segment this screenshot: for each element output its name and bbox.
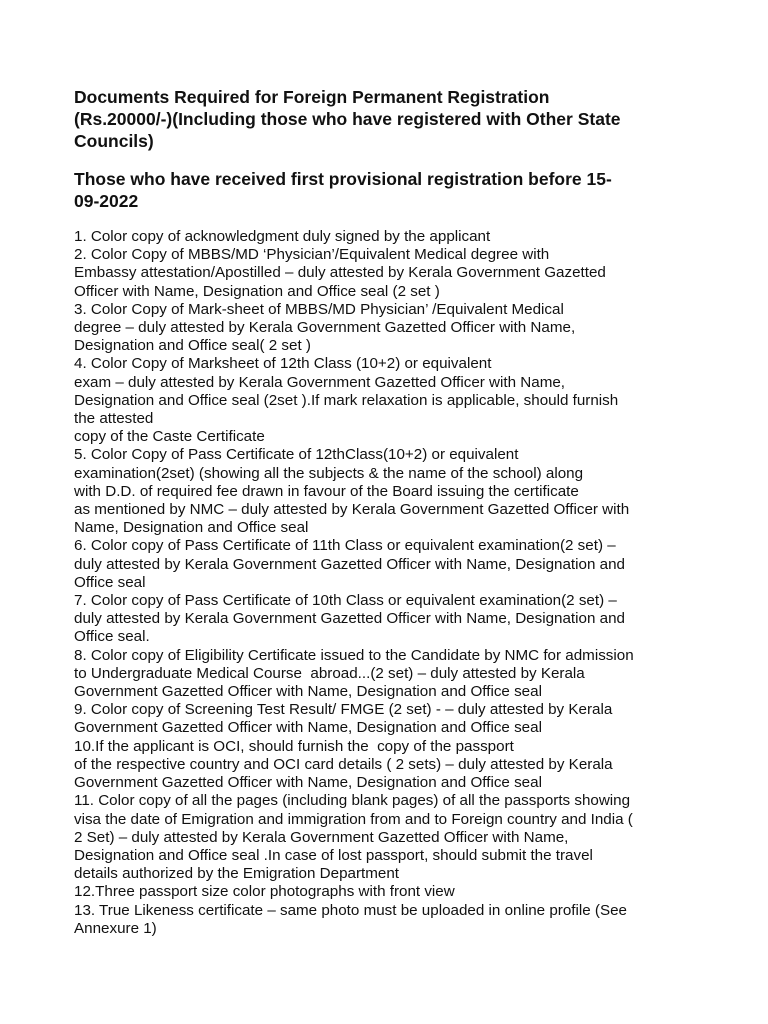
list-item-line: 13. True Likeness certificate – same photo must be uploaded in online profile (See <box>74 901 627 919</box>
list-item <box>74 537 714 592</box>
title-line-3: Councils) <box>74 131 154 151</box>
list-item <box>74 738 714 793</box>
list-item-line: as mentioned by NMC – duly attested by Kerala Government Gazetted Officer with <box>74 501 630 519</box>
title-line-2: (Rs.20000/-)(Including those who have registered with Other State <box>74 109 621 129</box>
list-item-line: Name, Designation and Office seal <box>74 519 309 537</box>
list-item-line: examination(2set) (showing all the subjects & the name of the school) along <box>74 464 584 482</box>
list-item-line: copy of the Caste Certificate <box>74 428 265 446</box>
list-item-line: of the respective country and OCI card details ( 2 sets) – duly attested by Kerala <box>74 755 613 773</box>
title-line-1: Documents Required for Foreign Permanent Registration <box>74 87 550 107</box>
list-item-line: Designation and Office seal (2set ).If mark relaxation is applicable, should furnish <box>74 391 619 409</box>
list-item <box>74 701 714 737</box>
list-item-line: visa the date of Emigration and immigration from and to Foreign country and India ( <box>74 810 633 828</box>
list-item-line: Government Gazetted Officer with Name, Designation and Office seal <box>74 683 542 701</box>
document-subtitle <box>74 168 714 212</box>
list-item-line: 11. Color copy of all the pages (including blank pages) of all the passports showing <box>74 792 631 810</box>
list-item-line: Embassy attestation/Apostilled – duly attested by Kerala Government Gazetted <box>74 264 606 282</box>
document-page <box>74 86 714 938</box>
list-item-line: to Undergraduate Medical Course abroad...(2 set) – duly attested by Kerala <box>74 664 585 682</box>
list-item-line: details authorized by the Emigration Department <box>74 865 400 883</box>
requirements-list <box>74 228 714 938</box>
list-item-line: 9. Color copy of Screening Test Result/ FMGE (2 set) - – duly attested by Kerala <box>74 701 613 719</box>
list-item-line: degree – duly attested by Kerala Government Gazetted Officer with Name, <box>74 319 576 337</box>
subtitle-line-2: 09-2022 <box>74 191 139 211</box>
list-item-line: Office seal <box>74 573 146 591</box>
list-item-line: 6. Color copy of Pass Certificate of 11th Class or equivalent examination(2 set) – <box>74 537 616 555</box>
list-item-line: 10.If the applicant is OCI, should furnish the copy of the passport <box>74 737 514 755</box>
list-item <box>74 647 714 702</box>
list-item-line: 2. Color Copy of MBBS/MD ‘Physician’/Equivalent Medical degree with <box>74 246 550 264</box>
list-item-line: Office seal. <box>74 628 150 646</box>
document-title <box>74 86 714 152</box>
list-item <box>74 355 714 446</box>
list-item <box>74 228 714 246</box>
list-item-line: Officer with Name, Designation and Office seal (2 set ) <box>74 282 440 300</box>
list-item-line: Annexure 1) <box>74 919 157 937</box>
list-item <box>74 902 714 938</box>
list-item-line: Designation and Office seal .In case of lost passport, should submit the travel <box>74 846 593 864</box>
list-item-line: 12.Three passport size color photographs with front view <box>74 883 455 901</box>
list-item <box>74 883 714 901</box>
list-item-line: 1. Color copy of acknowledgment duly signed by the applicant <box>74 228 491 245</box>
list-item-line: exam – duly attested by Kerala Government Gazetted Officer with Name, <box>74 373 566 391</box>
list-item-line: 3. Color Copy of Mark-sheet of MBBS/MD Physician’ /Equivalent Medical <box>74 300 564 318</box>
list-item <box>74 792 714 883</box>
list-item-line: duly attested by Kerala Government Gazetted Officer with Name, Designation and <box>74 555 625 573</box>
list-item <box>74 446 714 537</box>
list-item-line: 8. Color copy of Eligibility Certificate issued to the Candidate by NMC for admission <box>74 646 634 664</box>
list-item-line: Designation and Office seal( 2 set ) <box>74 337 311 355</box>
list-item <box>74 246 714 301</box>
list-item-line: Government Gazetted Officer with Name, Designation and Office seal <box>74 719 542 737</box>
list-item-line: 7. Color copy of Pass Certificate of 10th Class or equivalent examination(2 set) – <box>74 592 617 610</box>
subtitle-line-1: Those who have received first provisional registration before 15- <box>74 169 612 189</box>
list-item-line: duly attested by Kerala Government Gazetted Officer with Name, Designation and <box>74 610 625 628</box>
list-item-line: the attested <box>74 410 154 428</box>
list-item-line: 5. Color Copy of Pass Certificate of 12thClass(10+2) or equivalent <box>74 446 519 464</box>
list-item <box>74 301 714 356</box>
list-item-line: Government Gazetted Officer with Name, Designation and Office seal <box>74 774 542 792</box>
list-item-line: with D.D. of required fee drawn in favour of the Board issuing the certificate <box>74 482 579 500</box>
list-item-line: 4. Color Copy of Marksheet of 12th Class (10+2) or equivalent <box>74 355 492 373</box>
list-item <box>74 592 714 647</box>
list-item-line: 2 Set) – duly attested by Kerala Government Gazetted Officer with Name, <box>74 828 569 846</box>
